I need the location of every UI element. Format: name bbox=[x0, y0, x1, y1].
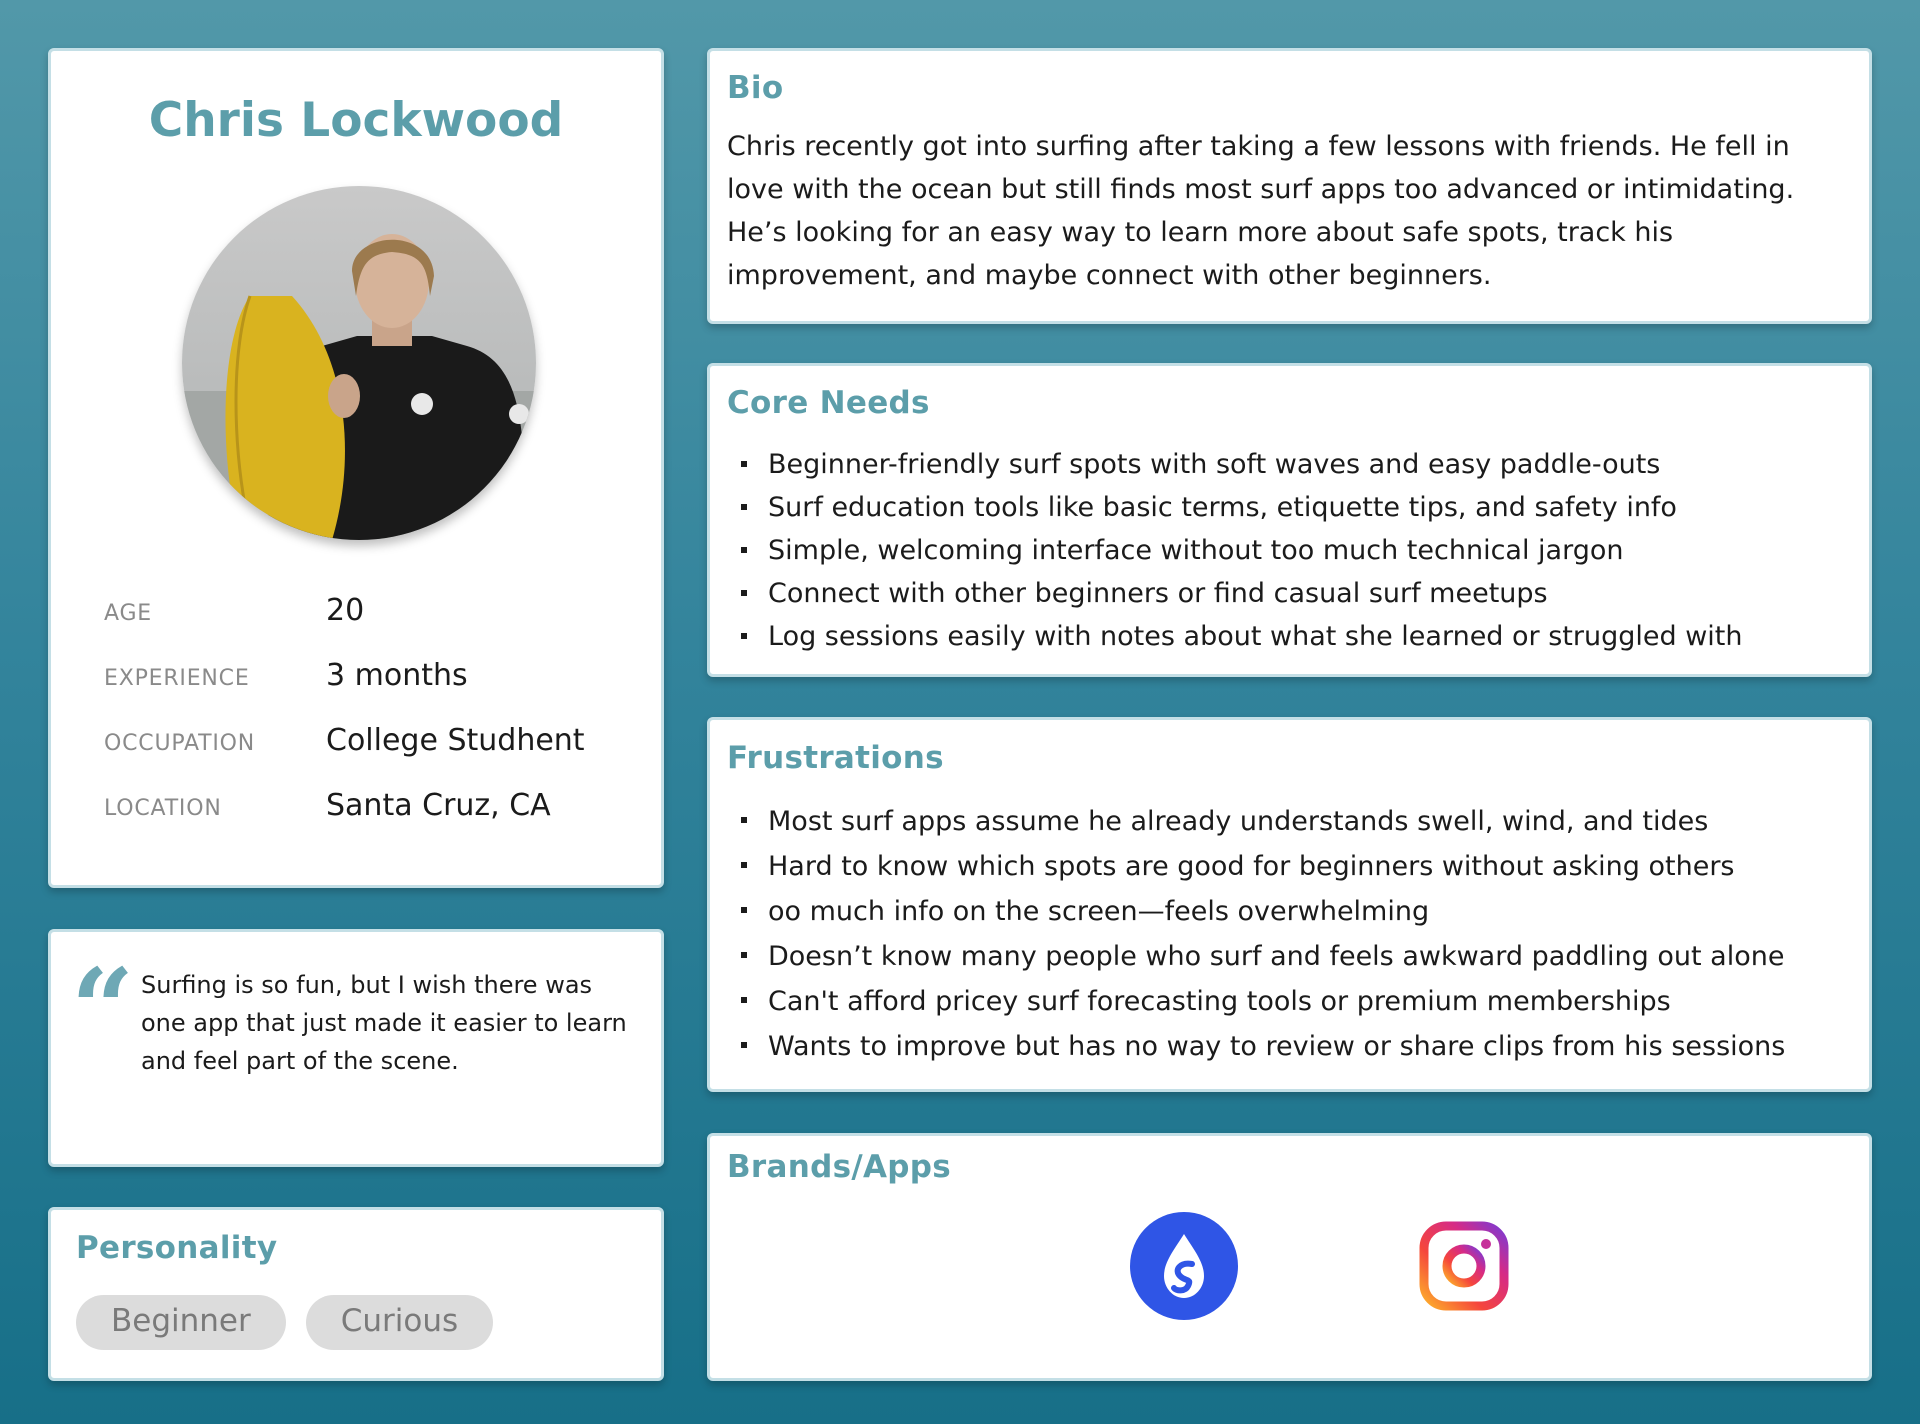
quote-mark-icon: “ bbox=[71, 944, 135, 1073]
list-item: Most surf apps assume he already understands swell, wind, and tides bbox=[727, 799, 1857, 844]
core-needs-title: Core Needs bbox=[727, 385, 930, 421]
list-item: Wants to improve but has no way to review or share clips from his sessions bbox=[727, 1024, 1857, 1069]
fact-value: 3 months bbox=[326, 658, 468, 693]
avatar bbox=[182, 186, 536, 540]
surfline-icon[interactable] bbox=[1130, 1212, 1238, 1320]
fact-value: 20 bbox=[326, 593, 365, 628]
avatar-photo bbox=[182, 186, 536, 540]
quote-text: Surfing is so fun, but I wish there was one app that just made it easier to learn and feel part of the scene. bbox=[141, 971, 627, 1075]
bio-title: Bio bbox=[727, 70, 784, 106]
persona-name: Chris Lockwood bbox=[148, 93, 564, 148]
list-item: Connect with other beginners or find casual surf meetups bbox=[727, 572, 1857, 615]
list-item: oo much info on the screen—feels overwhelming bbox=[727, 889, 1857, 934]
fact-value: College Studhent bbox=[326, 723, 585, 758]
frustrations-title: Frustrations bbox=[727, 740, 944, 776]
fact-value: Santa Cruz, CA bbox=[326, 788, 551, 823]
list-item: Hard to know which spots are good for beginners without asking others bbox=[727, 844, 1857, 889]
list-item: Log sessions easily with notes about what she learned or struggled with bbox=[727, 615, 1857, 658]
personality-tags bbox=[76, 1295, 493, 1350]
list-item: Beginner-friendly surf spots with soft waves and easy paddle-outs bbox=[727, 443, 1857, 486]
core-needs-list bbox=[727, 443, 1857, 658]
fact-label: EXPERIENCE bbox=[104, 666, 250, 691]
fact-label: LOCATION bbox=[104, 796, 222, 821]
list-item: Can't afford pricey surf forecasting tools or premium memberships bbox=[727, 979, 1857, 1024]
bio-text: Chris recently got into surfing after taking a few lessons with friends. He fell in love with the ocean but still finds most surf apps too advanced or intimidating. He’s looking for an easy way to learn more about safe spots, track his improvement, and maybe connect with other beginners. bbox=[727, 131, 1795, 291]
frustrations-card bbox=[707, 717, 1872, 1092]
fact-row-age bbox=[104, 593, 644, 658]
fact-label: OCCUPATION bbox=[104, 731, 256, 756]
list-item: Simple, welcoming interface without too much technical jargon bbox=[727, 529, 1857, 572]
fact-row-occupation bbox=[104, 723, 644, 788]
list-item: Surf education tools like basic terms, etiquette tips, and safety info bbox=[727, 486, 1857, 529]
personality-tag: Curious bbox=[306, 1295, 493, 1350]
brands-card bbox=[707, 1133, 1872, 1381]
fact-row-location bbox=[104, 788, 644, 853]
profile-card bbox=[48, 48, 664, 888]
fact-row-experience bbox=[104, 658, 644, 723]
fact-label: AGE bbox=[104, 601, 153, 626]
list-item: Doesn’t know many people who surf and feels awkward paddling out alone bbox=[727, 934, 1857, 979]
personality-tag: Beginner bbox=[76, 1295, 286, 1350]
frustrations-list bbox=[727, 799, 1857, 1069]
persona-facts bbox=[104, 593, 644, 853]
instagram-icon[interactable] bbox=[1419, 1221, 1509, 1311]
personality-title: Personality bbox=[76, 1230, 278, 1266]
brands-title: Brands/Apps bbox=[727, 1149, 951, 1185]
bio-card bbox=[707, 48, 1872, 324]
core-needs-card bbox=[707, 363, 1872, 677]
personality-card bbox=[48, 1207, 664, 1381]
quote-card bbox=[48, 929, 664, 1167]
